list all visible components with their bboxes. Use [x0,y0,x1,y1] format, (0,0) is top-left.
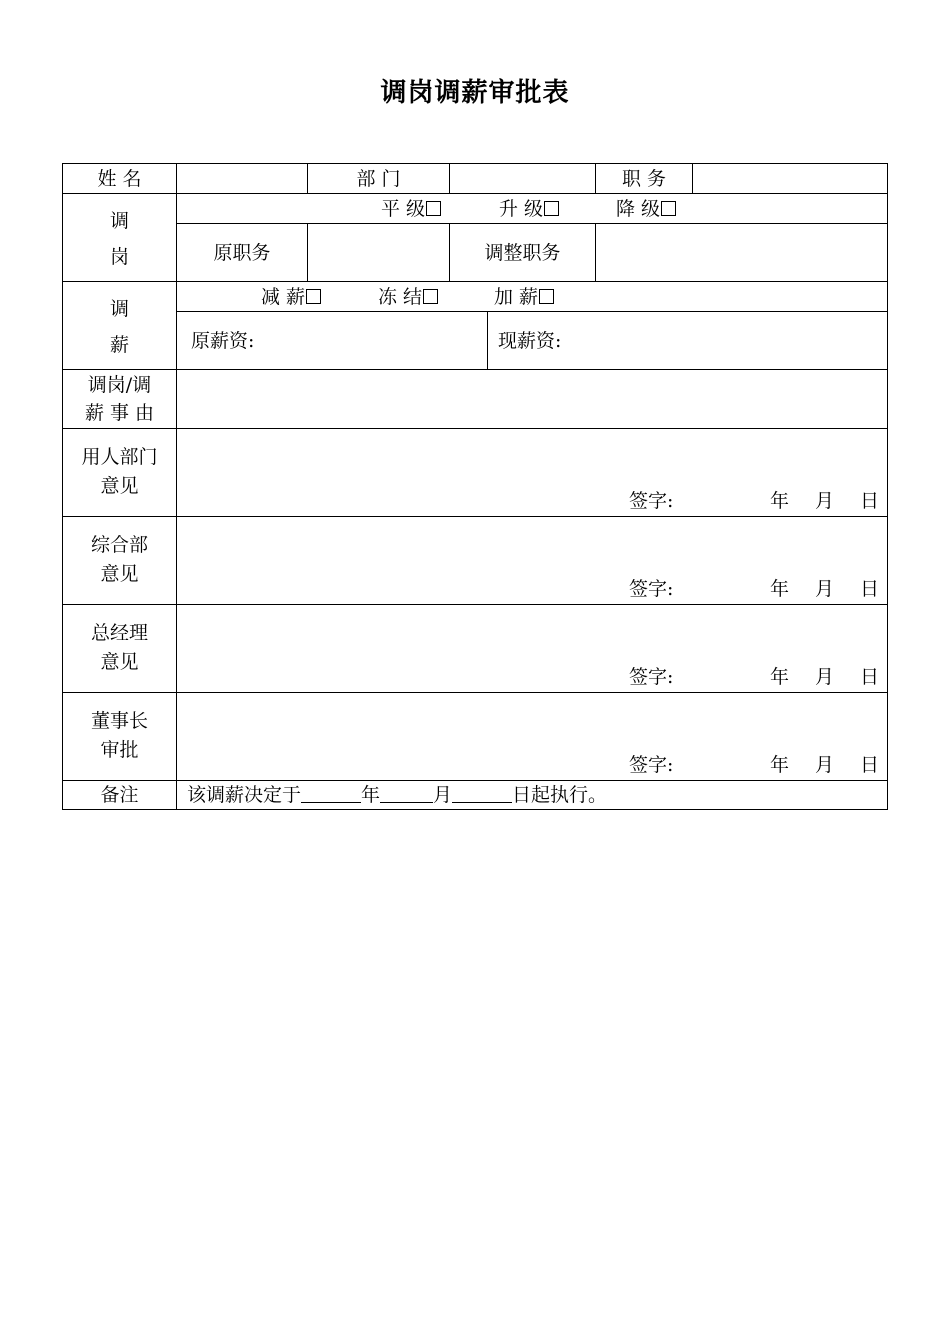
opinion-field[interactable] [177,605,887,665]
signature-label: 签字: [629,578,674,600]
opinion-field[interactable] [177,693,887,753]
approval-form-table [62,163,888,810]
remark-text-prefix: 该调薪决定于 [187,784,302,806]
position-field[interactable] [693,164,887,193]
effective-year-blank[interactable] [301,784,361,803]
day-label: 日 [860,666,880,688]
opinion-label-line2: 意见 [100,651,139,673]
new-position-label: 调整职务 [484,242,561,264]
position-label: 职 务 [621,168,667,190]
salary-label-line2: 薪 [109,334,129,356]
opinion-label-line2: 审批 [100,739,139,761]
opinion-label-line1: 综合部 [90,534,148,556]
new-salary-label: 现薪资: [498,330,562,352]
day-label: 日 [860,754,880,776]
opinion-label-line1: 总经理 [90,622,148,644]
month-label: 月 [815,490,835,512]
department-field[interactable] [450,164,595,193]
year-label: 年 [770,754,790,776]
new-salary-field[interactable] [579,312,887,369]
opinion-row [63,693,887,780]
option-increase-label: 加 薪 [494,286,539,308]
option-freeze-label: 冻 结 [378,286,423,308]
option-decrease-label: 减 薪 [261,286,306,308]
checkbox-promote[interactable] [544,201,559,216]
year-label: 年 [770,490,790,512]
remark-text [187,784,607,806]
year-label: 年 [770,666,790,688]
option-demote-label: 降 级 [616,198,661,220]
opinion-field[interactable] [177,517,887,577]
opinion-field[interactable] [177,429,887,489]
remark-label: 备注 [100,784,139,806]
name-field[interactable] [177,164,307,193]
remark-month-label: 月 [433,784,453,806]
option-decrease[interactable] [261,286,321,308]
opinion-row [63,429,887,516]
option-promote[interactable] [499,198,559,220]
year-label: 年 [770,578,790,600]
original-salary-field[interactable] [273,312,487,369]
form-title: 调岗调薪审批表 [380,78,570,108]
original-position-label: 原职务 [213,242,271,264]
remark-text-suffix: 日起执行。 [512,784,608,806]
row-divider [63,780,887,781]
department-label: 部 门 [356,168,401,190]
opinion-label-line2: 意见 [100,563,139,585]
row-divider [63,193,887,194]
opinion-row [63,517,887,604]
checkbox-demote[interactable] [661,201,676,216]
reason-label-line2: 薪 事 由 [84,402,155,424]
signature-label: 签字: [629,490,674,512]
month-label: 月 [815,666,835,688]
original-salary-label: 原薪资: [191,330,255,352]
row-divider [63,281,887,282]
option-promote-label: 升 级 [499,198,544,220]
remark-year-label: 年 [361,784,381,806]
opinion-label-line2: 意见 [100,475,139,497]
opinion-row [63,605,887,692]
reason-label-line1: 调岗/调 [87,374,152,396]
transfer-label-line1: 调 [109,210,129,232]
checkbox-decrease[interactable] [306,289,321,304]
transfer-label-line2: 岗 [109,246,129,268]
checkbox-same-level[interactable] [426,201,441,216]
salary-label-line1: 调 [109,298,129,320]
option-same-level-label: 平 级 [381,198,426,220]
option-demote[interactable] [616,198,676,220]
month-label: 月 [815,754,835,776]
signature-label: 签字: [629,666,674,688]
name-label: 姓 名 [97,168,142,190]
option-increase[interactable] [494,286,554,308]
month-label: 月 [815,578,835,600]
original-position-field[interactable] [308,224,449,281]
option-freeze[interactable] [378,286,438,308]
reason-field[interactable] [177,370,887,428]
column-divider [487,311,488,369]
checkbox-increase[interactable] [539,289,554,304]
opinion-label-line1: 董事长 [90,710,148,732]
new-position-field[interactable] [596,224,887,281]
day-label: 日 [860,490,880,512]
effective-day-blank[interactable] [452,784,512,803]
day-label: 日 [860,578,880,600]
effective-month-blank[interactable] [380,784,433,803]
checkbox-freeze[interactable] [423,289,438,304]
option-same-level[interactable] [381,198,441,220]
opinion-label-line1: 用人部门 [81,446,158,468]
signature-label: 签字: [629,754,674,776]
